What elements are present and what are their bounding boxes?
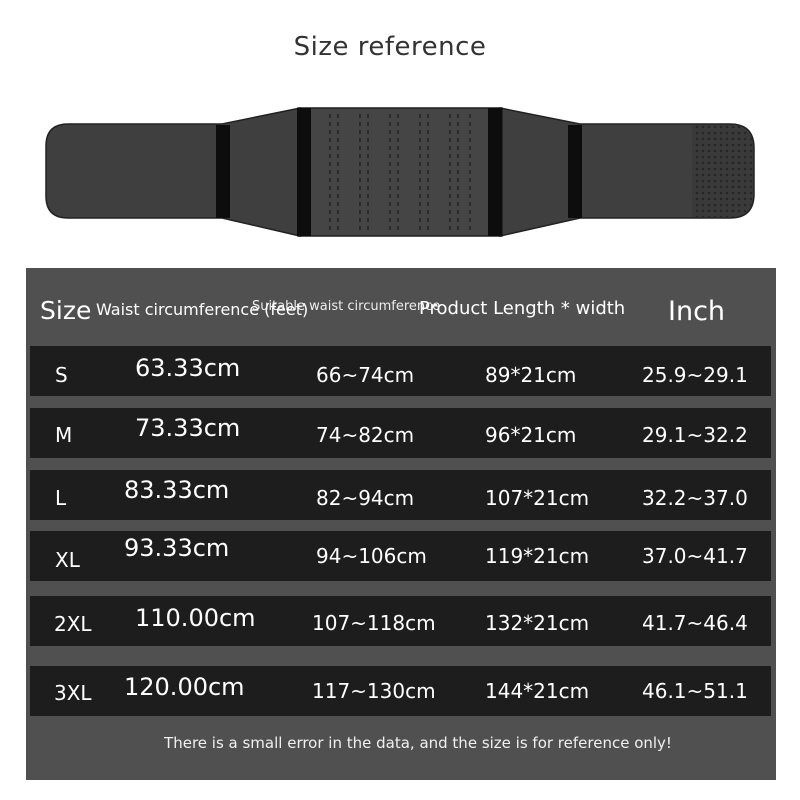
cell-suitable: 74~82cm [316, 423, 415, 447]
cell-suitable: 66~74cm [316, 363, 415, 387]
cell-product: 96*21cm [485, 423, 577, 447]
cell-product: 144*21cm [485, 679, 590, 703]
cell-waist: 110.00cm [135, 604, 256, 632]
table-row [30, 531, 771, 581]
table-row [30, 666, 771, 716]
table-row [30, 408, 771, 458]
table-row [30, 596, 771, 646]
cell-product: 89*21cm [485, 363, 577, 387]
cell-product: 132*21cm [485, 611, 590, 635]
cell-size: XL [55, 548, 80, 572]
cell-suitable: 82~94cm [316, 486, 415, 510]
cell-waist: 83.33cm [124, 476, 230, 504]
table-row [30, 346, 771, 396]
header-inch: Inch [668, 296, 726, 327]
disclaimer-note: There is a small error in the data, and the size is for reference only! [164, 734, 672, 752]
cell-waist: 73.33cm [135, 414, 241, 442]
waist-belt-image [40, 100, 760, 245]
cell-suitable: 117~130cm [312, 679, 436, 703]
cell-waist: 120.00cm [124, 673, 245, 701]
page-title: Size reference [293, 32, 487, 62]
cell-waist: 63.33cm [135, 354, 241, 382]
cell-suitable: 94~106cm [316, 544, 427, 568]
cell-product: 107*21cm [485, 486, 590, 510]
header-suitable-waist: Suitable waist circumference [252, 299, 441, 314]
cell-inch: 41.7~46.4 [642, 611, 748, 635]
header-size: Size [40, 296, 92, 325]
cell-size: S [55, 363, 68, 387]
cell-size: 2XL [54, 612, 92, 636]
cell-size: M [55, 423, 73, 447]
size-table [26, 268, 776, 780]
cell-inch: 46.1~51.1 [642, 679, 748, 703]
cell-size: 3XL [54, 681, 92, 705]
table-row [30, 470, 771, 520]
header-waist: Waist circumference (feet) [96, 300, 309, 319]
cell-size: L [55, 486, 67, 510]
cell-inch: 32.2~37.0 [642, 486, 748, 510]
cell-inch: 29.1~32.2 [642, 423, 748, 447]
header-product-size: Product Length * width [419, 298, 626, 319]
cell-waist: 93.33cm [124, 534, 230, 562]
cell-inch: 25.9~29.1 [642, 363, 748, 387]
cell-suitable: 107~118cm [312, 611, 436, 635]
cell-inch: 37.0~41.7 [642, 544, 748, 568]
cell-product: 119*21cm [485, 544, 590, 568]
